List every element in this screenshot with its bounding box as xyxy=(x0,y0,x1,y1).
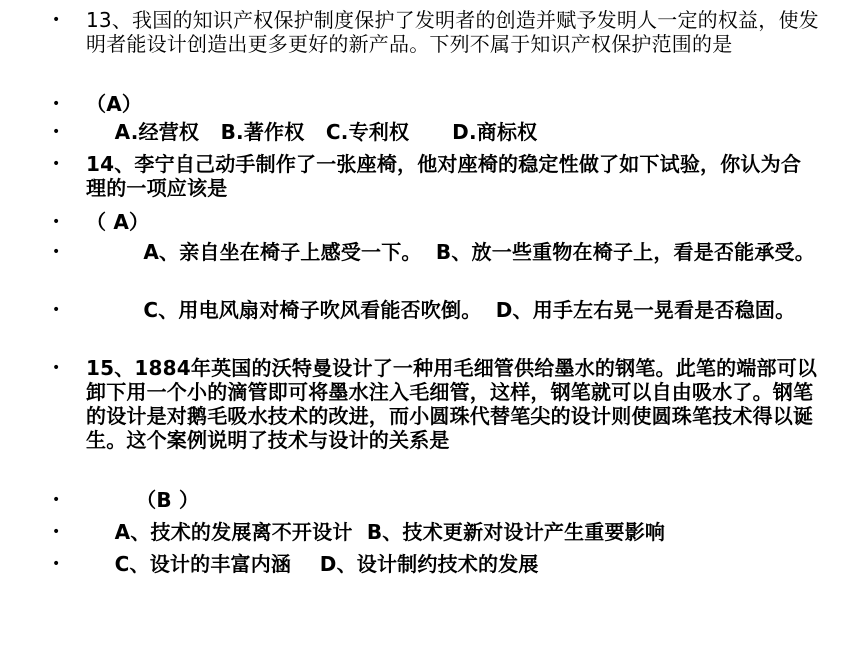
options-14-cd: C、用电风扇对椅子吹风看能否吹倒。 D、用手左右晃一晃看是否稳固。 xyxy=(86,298,796,322)
answer-15: （B ） xyxy=(86,488,200,512)
bullet: • xyxy=(52,214,61,230)
list-item-q15 xyxy=(40,356,820,452)
list-item-q14-answer xyxy=(40,210,820,234)
bullet: • xyxy=(52,156,61,172)
question-14: 14、李宁自己动手制作了一张座椅，他对座椅的稳定性做了如下试验，你认为合理的一项应该是 xyxy=(86,152,802,200)
bullet: • xyxy=(52,360,61,376)
options-15-cd: C、设计的丰富内涵 D、设计制约技术的发展 xyxy=(86,552,539,576)
options-13: A.经营权 B.著作权 C.专利权 D.商标权 xyxy=(86,120,538,144)
list-item-q14-options-ab xyxy=(40,240,820,264)
list-item-q14 xyxy=(40,152,820,200)
bullet: • xyxy=(52,124,61,140)
list-item-q15-options-ab xyxy=(40,520,820,544)
list-item-q13 xyxy=(40,8,820,56)
answer-13: （A） xyxy=(86,92,143,116)
options-14-ab: A、亲自坐在椅子上感受一下。 B、放一些重物在椅子上，看是否能承受。 xyxy=(86,240,815,264)
question-13: 13、我国的知识产权保护制度保护了发明者的创造并赋予发明人一定的权益，使发明者能设计创造出更多更好的新产品。下列不属于知识产权保护范围的是 xyxy=(86,8,819,56)
bullet: • xyxy=(52,492,61,508)
list-item-q13-answer xyxy=(40,92,820,116)
question-15: 15、1884年英国的沃特曼设计了一种用毛细管供给墨水的钢笔。此笔的端部可以卸下用一个小的滴管即可将墨水注入毛细管，这样，钢笔就可以自由吸水了。钢笔的设计是对鹅毛吸水技术的改进，而小圆珠代替笔尖的设计则使圆珠笔技术得以诞生。这个案例说明了技术与设计的关系是 xyxy=(86,356,818,452)
list-item-q14-options-cd xyxy=(40,298,820,322)
bullet: • xyxy=(52,96,61,112)
list-item-q15-options-cd xyxy=(40,552,820,576)
bullet: • xyxy=(52,244,61,260)
bullet: • xyxy=(52,524,61,540)
bullet: • xyxy=(52,556,61,572)
options-15-ab: A、技术的发展离不开设计 B、技术更新对设计产生重要影响 xyxy=(86,520,666,544)
bullet: • xyxy=(52,302,61,318)
answer-14: （ A） xyxy=(86,210,150,234)
list-item-q13-options xyxy=(40,120,820,144)
list-item-q15-answer xyxy=(40,488,820,512)
bullet: • xyxy=(52,12,61,28)
